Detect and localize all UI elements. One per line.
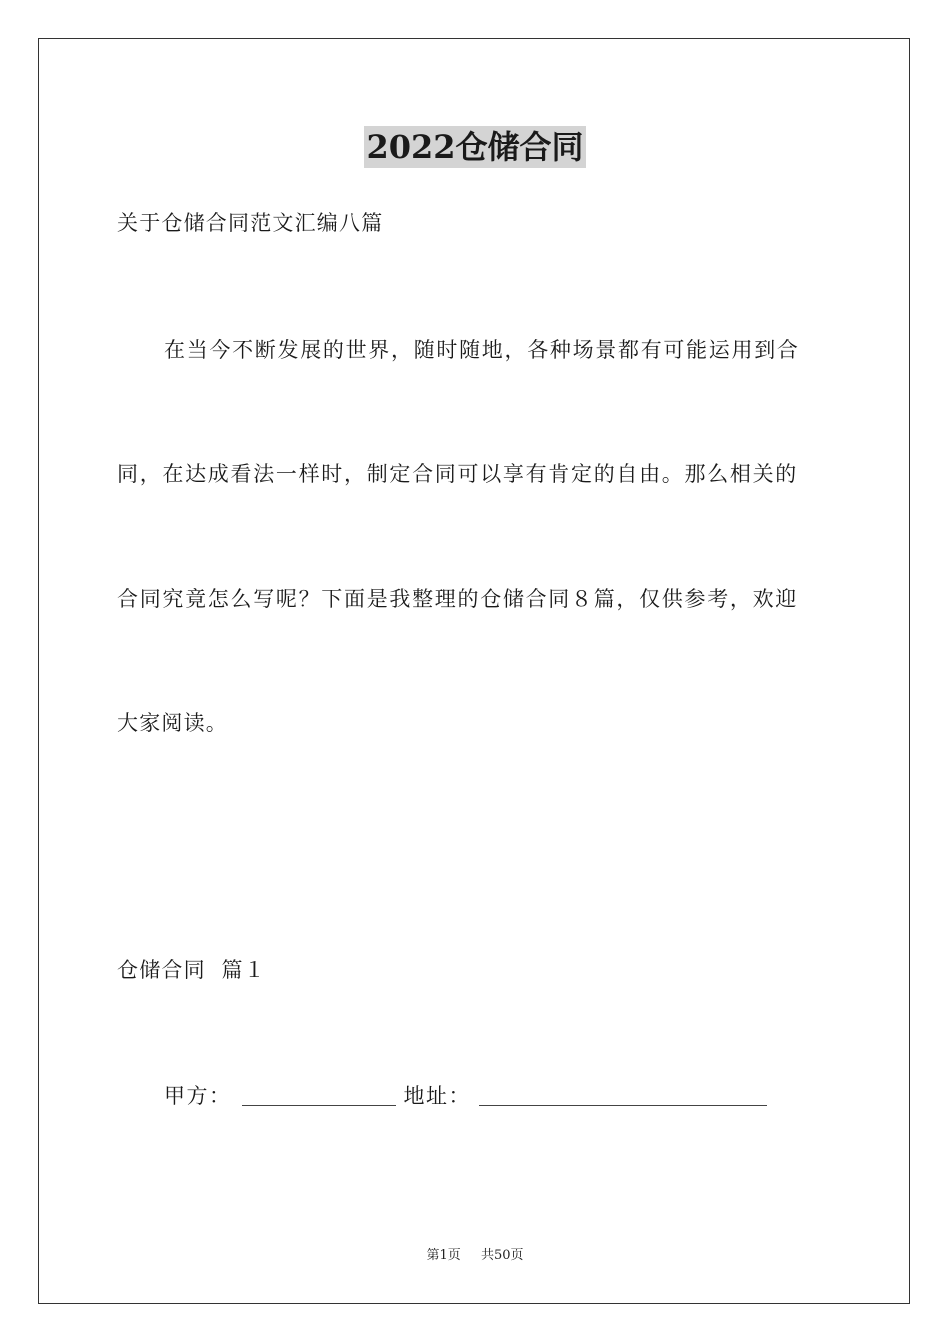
page-number: 第1页 bbox=[426, 1248, 461, 1263]
party-a-blank bbox=[242, 1083, 396, 1106]
intro-line-1: 在当今不断发展的世界，随时随地，各种场景都有可能运用到合 bbox=[164, 338, 800, 362]
page-footer bbox=[0, 1247, 950, 1265]
party-a-row bbox=[164, 1082, 775, 1110]
intro-line-3: 合同究竟怎么写呢？下面是我整理的仓储合同８篇，仅供参考，欢迎 bbox=[117, 587, 798, 611]
page-total: 共50页 bbox=[480, 1248, 524, 1263]
intro-line-4: 大家阅读。 bbox=[117, 711, 228, 735]
document-subtitle: 关于仓储合同范文汇编八篇 bbox=[117, 211, 384, 235]
party-a-label: 甲方： bbox=[164, 1084, 232, 1108]
address-blank bbox=[479, 1083, 767, 1106]
address-label: 地址： bbox=[403, 1084, 471, 1108]
section-heading: 仓储合同 篇１ bbox=[117, 958, 266, 982]
title-container bbox=[0, 126, 950, 168]
intro-line-2: 同，在达成看法一样时，制定合同可以享有肯定的自由。那么相关的 bbox=[117, 462, 798, 486]
document-title: 2022仓储合同 bbox=[366, 128, 584, 166]
